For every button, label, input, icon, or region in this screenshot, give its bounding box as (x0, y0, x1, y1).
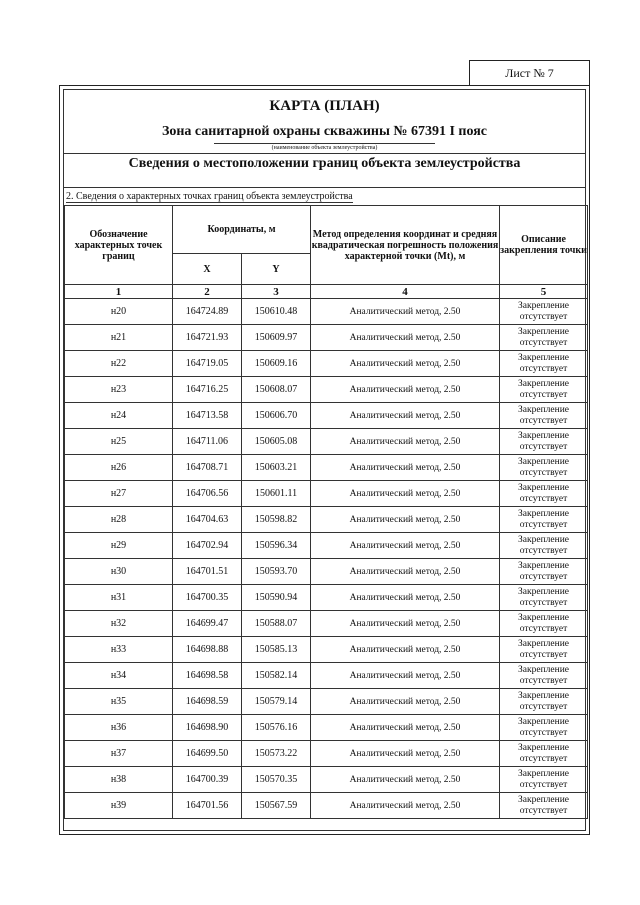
cell-y: 150609.16 (242, 351, 311, 377)
table-row (65, 429, 588, 455)
cell-point: н33 (65, 637, 173, 663)
column-number: 5 (500, 285, 588, 299)
coordinates-table (64, 205, 588, 819)
cell-y: 150601.11 (242, 481, 311, 507)
cell-method: Аналитический метод, 2.50 (311, 559, 500, 585)
cell-y: 150567.59 (242, 793, 311, 819)
cell-y: 150596.34 (242, 533, 311, 559)
cell-description: Закрепление отсутствует (500, 611, 588, 637)
cell-description: Закрепление отсутствует (500, 793, 588, 819)
cell-x: 164711.06 (173, 429, 242, 455)
header-method: Метод определения координат и средняя квадратическая погрешность положения характерной точки (Mt), м (311, 206, 500, 285)
cell-method: Аналитический метод, 2.50 (311, 637, 500, 663)
header-coordinates: Координаты, м (173, 206, 311, 254)
cell-point: н25 (65, 429, 173, 455)
cell-description: Закрепление отсутствует (500, 637, 588, 663)
cell-point: н21 (65, 325, 173, 351)
table-row (65, 689, 588, 715)
divider (64, 153, 585, 154)
cell-description: Закрепление отсутствует (500, 403, 588, 429)
cell-point: н28 (65, 507, 173, 533)
cell-y: 150570.35 (242, 767, 311, 793)
cell-y: 150606.70 (242, 403, 311, 429)
table-row (65, 741, 588, 767)
table-row (65, 793, 588, 819)
cell-y: 150598.82 (242, 507, 311, 533)
cell-x: 164698.58 (173, 663, 242, 689)
cell-point: н39 (65, 793, 173, 819)
cell-x: 164698.88 (173, 637, 242, 663)
cell-x: 164700.35 (173, 585, 242, 611)
cell-y: 150576.16 (242, 715, 311, 741)
cell-method: Аналитический метод, 2.50 (311, 585, 500, 611)
cell-description: Закрепление отсутствует (500, 663, 588, 689)
table-row (65, 455, 588, 481)
document-inner-frame (63, 89, 586, 831)
cell-description: Закрепление отсутствует (500, 455, 588, 481)
table-row (65, 611, 588, 637)
cell-x: 164719.05 (173, 351, 242, 377)
cell-method: Аналитический метод, 2.50 (311, 377, 500, 403)
cell-x: 164704.63 (173, 507, 242, 533)
document-frame (59, 85, 590, 835)
divider (64, 187, 585, 188)
table-row (65, 507, 588, 533)
cell-description: Закрепление отсутствует (500, 377, 588, 403)
cell-point: н32 (65, 611, 173, 637)
cell-x: 164708.71 (173, 455, 242, 481)
cell-description: Закрепление отсутствует (500, 325, 588, 351)
cell-method: Аналитический метод, 2.50 (311, 403, 500, 429)
cell-point: н31 (65, 585, 173, 611)
table-row (65, 403, 588, 429)
cell-method: Аналитический метод, 2.50 (311, 741, 500, 767)
cell-description: Закрепление отсутствует (500, 429, 588, 455)
table-row (65, 663, 588, 689)
cell-y: 150573.22 (242, 741, 311, 767)
cell-method: Аналитический метод, 2.50 (311, 663, 500, 689)
cell-x: 164706.56 (173, 481, 242, 507)
table-row (65, 351, 588, 377)
column-number: 1 (65, 285, 173, 299)
cell-point: н37 (65, 741, 173, 767)
cell-y: 150585.13 (242, 637, 311, 663)
cell-point: н26 (65, 455, 173, 481)
cell-method: Аналитический метод, 2.50 (311, 715, 500, 741)
cell-x: 164698.59 (173, 689, 242, 715)
cell-y: 150605.08 (242, 429, 311, 455)
cell-x: 164699.47 (173, 611, 242, 637)
cell-x: 164702.94 (173, 533, 242, 559)
document-subtitle: Зона санитарной охраны скважины № 67391 I пояс (161, 124, 488, 139)
cell-method: Аналитический метод, 2.50 (311, 325, 500, 351)
cell-y: 150590.94 (242, 585, 311, 611)
cell-description: Закрепление отсутствует (500, 351, 588, 377)
header-x: X (173, 254, 242, 285)
cell-method: Аналитический метод, 2.50 (311, 481, 500, 507)
cell-method: Аналитический метод, 2.50 (311, 533, 500, 559)
cell-y: 150608.07 (242, 377, 311, 403)
table-row (65, 299, 588, 325)
cell-x: 164698.90 (173, 715, 242, 741)
subtitle-note: (наименование объекта землеустройства) (214, 143, 435, 151)
column-numbers-row (65, 285, 588, 299)
section-heading: Сведения о местоположении границ объекта землеустройства (128, 156, 521, 171)
cell-description: Закрепление отсутствует (500, 299, 588, 325)
cell-x: 164699.50 (173, 741, 242, 767)
column-number: 2 (173, 285, 242, 299)
sheet-number: Лист № 7 (469, 60, 590, 86)
cell-x: 164713.58 (173, 403, 242, 429)
cell-x: 164701.51 (173, 559, 242, 585)
cell-method: Аналитический метод, 2.50 (311, 455, 500, 481)
cell-point: н24 (65, 403, 173, 429)
cell-description: Закрепление отсутствует (500, 767, 588, 793)
cell-y: 150593.70 (242, 559, 311, 585)
cell-x: 164700.39 (173, 767, 242, 793)
cell-description: Закрепление отсутствует (500, 533, 588, 559)
cell-method: Аналитический метод, 2.50 (311, 351, 500, 377)
cell-description: Закрепление отсутствует (500, 689, 588, 715)
cell-point: н23 (65, 377, 173, 403)
cell-x: 164716.25 (173, 377, 242, 403)
cell-y: 150582.14 (242, 663, 311, 689)
table-row (65, 533, 588, 559)
cell-description: Закрепление отсутствует (500, 585, 588, 611)
table-row (65, 715, 588, 741)
section-label: 2. Сведения о характерных точках границ объекта землеустройства (66, 191, 353, 202)
cell-method: Аналитический метод, 2.50 (311, 611, 500, 637)
cell-point: н27 (65, 481, 173, 507)
table-row (65, 585, 588, 611)
cell-description: Закрепление отсутствует (500, 559, 588, 585)
cell-point: н34 (65, 663, 173, 689)
cell-point: н38 (65, 767, 173, 793)
cell-method: Аналитический метод, 2.50 (311, 689, 500, 715)
cell-y: 150579.14 (242, 689, 311, 715)
header-y: Y (242, 254, 311, 285)
cell-y: 150609.97 (242, 325, 311, 351)
cell-description: Закрепление отсутствует (500, 741, 588, 767)
table-row (65, 559, 588, 585)
column-number: 3 (242, 285, 311, 299)
header-point: Обозначение характерных точек границ (65, 206, 173, 285)
cell-method: Аналитический метод, 2.50 (311, 429, 500, 455)
header-description: Описание закрепления точки (500, 206, 588, 285)
cell-y: 150588.07 (242, 611, 311, 637)
cell-point: н22 (65, 351, 173, 377)
cell-y: 150603.21 (242, 455, 311, 481)
cell-method: Аналитический метод, 2.50 (311, 507, 500, 533)
cell-method: Аналитический метод, 2.50 (311, 767, 500, 793)
cell-point: н30 (65, 559, 173, 585)
cell-description: Закрепление отсутствует (500, 507, 588, 533)
table-row (65, 377, 588, 403)
cell-x: 164724.89 (173, 299, 242, 325)
table-row (65, 325, 588, 351)
cell-point: н20 (65, 299, 173, 325)
cell-point: н29 (65, 533, 173, 559)
cell-x: 164721.93 (173, 325, 242, 351)
cell-x: 164701.56 (173, 793, 242, 819)
cell-point: н36 (65, 715, 173, 741)
column-number: 4 (311, 285, 500, 299)
cell-description: Закрепление отсутствует (500, 715, 588, 741)
cell-description: Закрепление отсутствует (500, 481, 588, 507)
cell-y: 150610.48 (242, 299, 311, 325)
table-row (65, 481, 588, 507)
cell-method: Аналитический метод, 2.50 (311, 299, 500, 325)
table-row (65, 767, 588, 793)
cell-point: н35 (65, 689, 173, 715)
cell-method: Аналитический метод, 2.50 (311, 793, 500, 819)
table-row (65, 637, 588, 663)
document-title: КАРТА (ПЛАН) (269, 98, 380, 114)
